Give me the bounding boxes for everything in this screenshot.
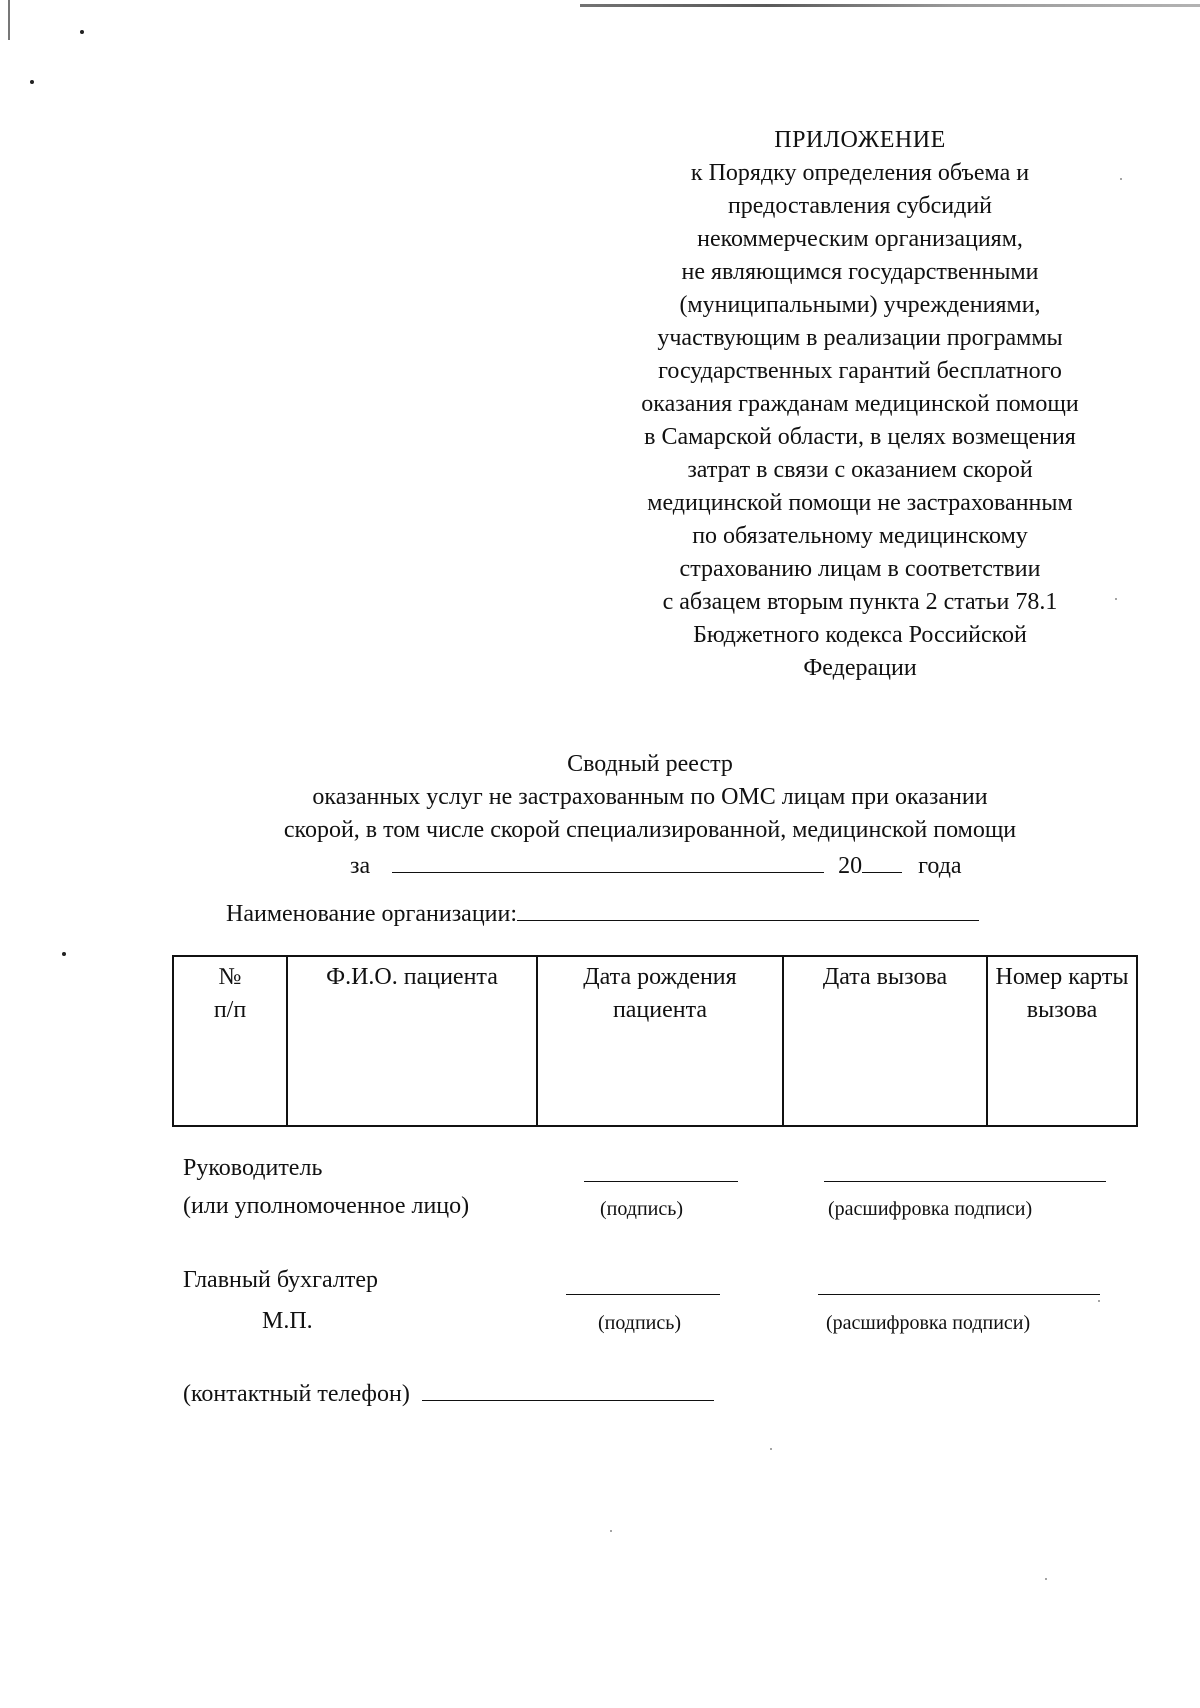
- scan-speck: [1045, 1578, 1047, 1580]
- phone-blank-field[interactable]: [422, 1378, 714, 1401]
- accountant-signature-line[interactable]: [566, 1294, 720, 1295]
- head-signature-line[interactable]: [584, 1181, 738, 1182]
- appendix-line: по обязательному медицинскому: [692, 523, 1028, 549]
- stamp-label: М.П.: [262, 1308, 313, 1334]
- col-header-birth-date: [537, 956, 783, 1126]
- registry-title: Сводный реестр: [567, 751, 733, 777]
- col-header-line: п/п: [213, 997, 247, 1023]
- col-header-line: Ф.И.О. пациента: [326, 964, 498, 990]
- scan-dot: [80, 30, 84, 34]
- head-label: Руководитель: [183, 1155, 323, 1181]
- registry-title-block: [170, 748, 1130, 847]
- signature-caption: (подпись): [598, 1312, 682, 1334]
- phone-label: (контактный телефон): [183, 1381, 410, 1407]
- period-suffix: года: [918, 853, 962, 879]
- decoding-caption: (расшифровка подписи): [828, 1198, 1033, 1220]
- table-header-row: [173, 956, 1137, 1126]
- period-year-prefix: 20: [838, 853, 863, 879]
- col-header-call-card-number: [987, 956, 1137, 1126]
- head-label-sub: (или уполномоченное лицо): [183, 1193, 470, 1219]
- col-header-number: [173, 956, 287, 1126]
- period-row: [350, 850, 962, 883]
- appendix-line: не являющимся государственными: [681, 259, 1039, 285]
- accountant-label: Главный бухгалтер: [183, 1267, 378, 1293]
- appendix-heading: ПРИЛОЖЕНИЕ: [774, 127, 946, 153]
- scan-dot: [62, 952, 66, 956]
- col-header-line: Дата рождения: [583, 964, 737, 990]
- organization-blank-field[interactable]: [517, 898, 979, 921]
- scan-speck: [1098, 1300, 1100, 1302]
- accountant-decoding-line[interactable]: [818, 1294, 1100, 1295]
- appendix-line: с абзацем вторым пункта 2 статьи 78.1: [662, 589, 1058, 615]
- appendix-line: медицинской помощи не застрахованным: [647, 490, 1073, 516]
- col-header-line: №: [218, 964, 242, 990]
- appendix-line: к Порядку определения объема и: [690, 160, 1030, 186]
- appendix-line: в Самарской области, в целях возмещения: [644, 424, 1076, 450]
- appendix-line: Бюджетного кодекса Российской: [693, 622, 1027, 648]
- head-decoding-line[interactable]: [824, 1181, 1106, 1182]
- appendix-line: участвующим в реализации программы: [657, 325, 1063, 351]
- appendix-line: страхованию лицам в соответствии: [679, 556, 1041, 582]
- appendix-line: некоммерческим организациям,: [697, 226, 1023, 252]
- period-blank-field[interactable]: [392, 850, 824, 873]
- col-header-call-date: [783, 956, 987, 1126]
- appendix-line: государственных гарантий бесплатного: [658, 358, 1062, 384]
- registry-subtitle: оказанных услуг не застрахованным по ОМС лицам при оказании: [312, 784, 988, 810]
- scan-speck: [770, 1448, 772, 1450]
- scan-speck: [610, 1530, 612, 1532]
- col-header-line: вызова: [1026, 997, 1098, 1023]
- col-header-line: Дата вызова: [822, 964, 948, 990]
- organization-label: Наименование организации:: [226, 901, 518, 927]
- col-header-line: Номер карты: [995, 964, 1129, 990]
- appendix-line: Федерации: [803, 655, 917, 681]
- year-blank-field[interactable]: [862, 850, 902, 873]
- appendix-line: (муниципальными) учреждениями,: [679, 292, 1041, 318]
- phone-row: [183, 1378, 714, 1411]
- scan-dot: [30, 80, 34, 84]
- decoding-caption: (расшифровка подписи): [826, 1312, 1031, 1334]
- registry-subtitle: скорой, в том числе скорой специализированной, медицинской помощи: [283, 817, 1017, 843]
- appendix-line: предоставления субсидий: [727, 193, 993, 219]
- appendix-line: затрат в связи с оказанием скорой: [687, 457, 1033, 483]
- col-header-line: пациента: [612, 997, 708, 1023]
- col-header-patient-name: [287, 956, 537, 1126]
- period-prefix: за: [350, 853, 371, 879]
- appendix-line: оказания гражданам медицинской помощи: [641, 391, 1079, 417]
- scan-edge-artifact: [8, 0, 10, 40]
- appendix-header: [560, 124, 1160, 685]
- signature-caption: (подпись): [600, 1198, 684, 1220]
- registry-table: [172, 955, 1138, 1127]
- scan-edge-artifact: [580, 4, 1200, 7]
- organization-row: [226, 898, 979, 931]
